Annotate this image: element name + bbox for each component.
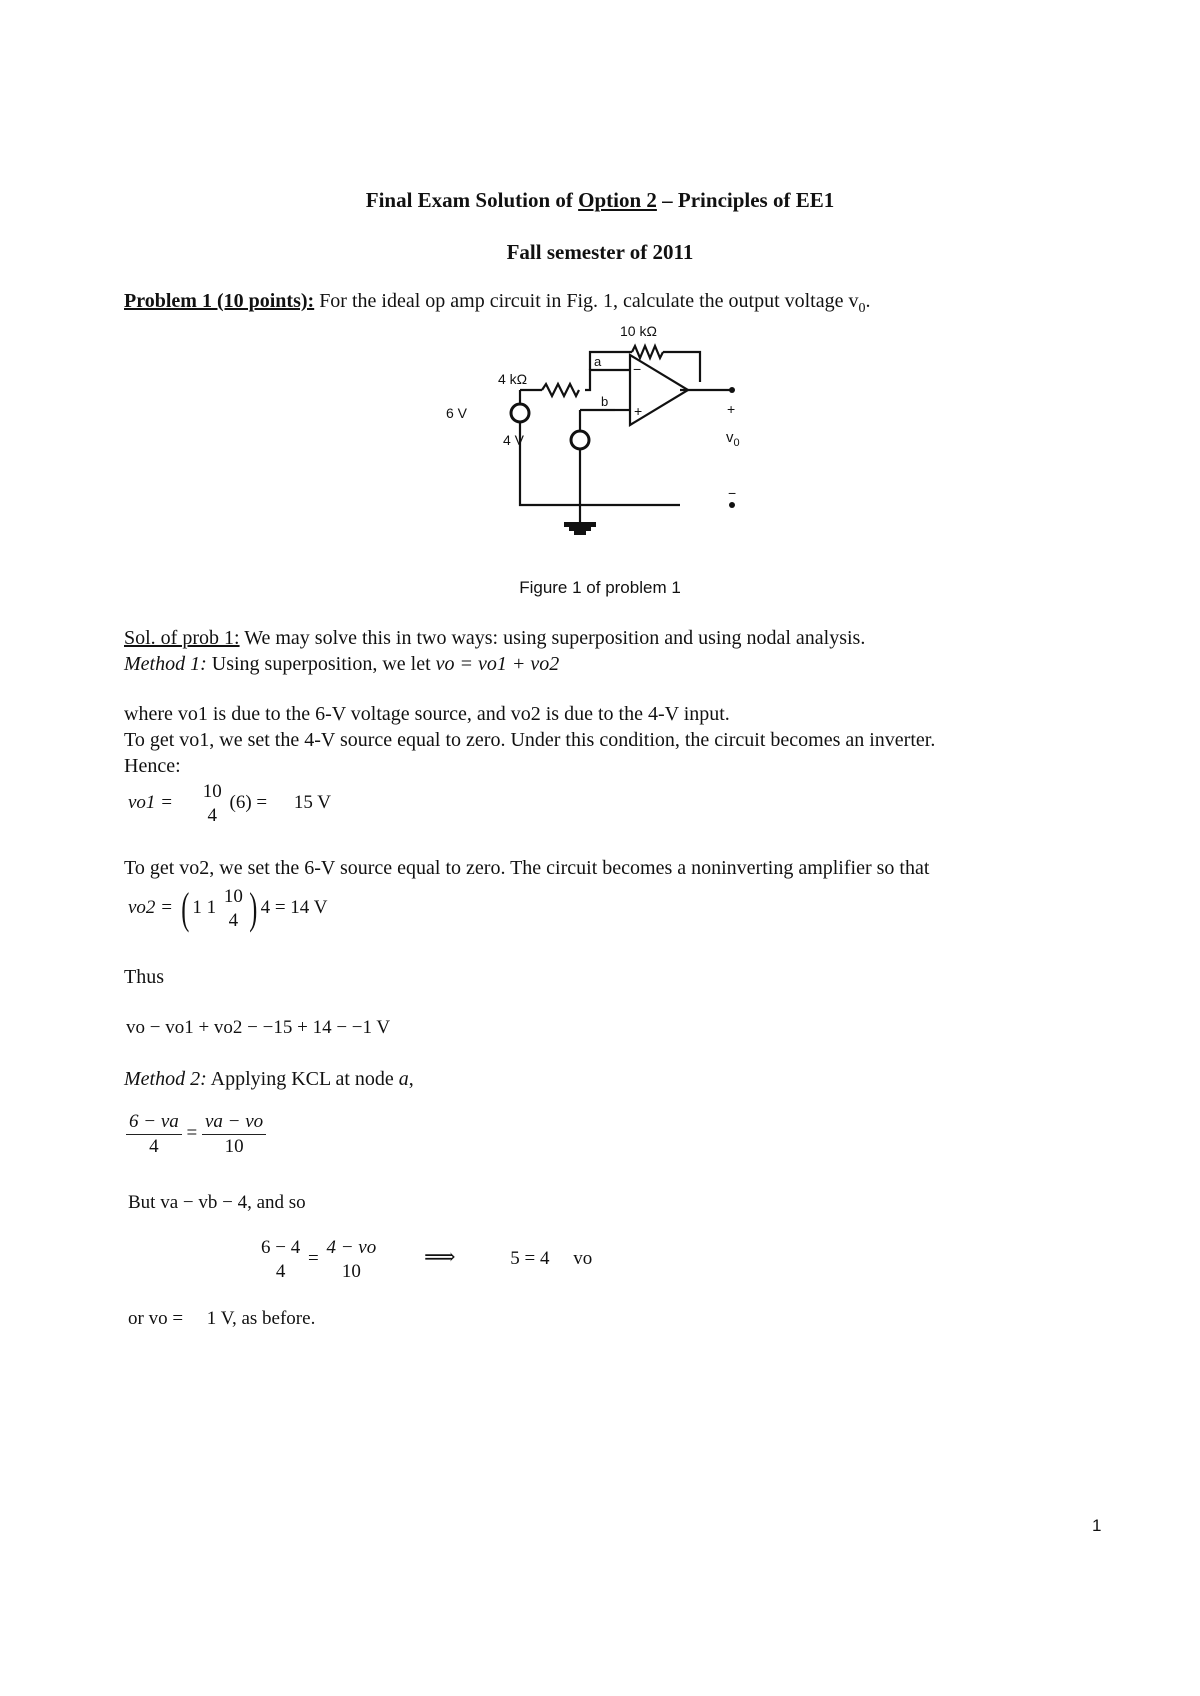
- kcl-num1: 6 − va: [126, 1110, 182, 1135]
- terminal-plus-dot: [729, 387, 735, 393]
- label-vout: $v_0$: [726, 429, 740, 449]
- implies-arrow: ⟹: [423, 1244, 456, 1270]
- ground-icon: [564, 522, 596, 535]
- s-rhs: 5 = 4 vo: [510, 1248, 593, 1270]
- equation-kcl: [126, 1110, 266, 1159]
- resistor-10k: [632, 346, 663, 358]
- method1-line: [124, 653, 559, 676]
- final-line: or vo = 1 V, as before.: [128, 1308, 316, 1329]
- wire-node-a: [585, 370, 600, 390]
- label-minus: −: [728, 485, 737, 501]
- eq2-num: 10: [223, 886, 243, 907]
- eq1-den: 4: [207, 804, 218, 826]
- title-part-b: – Principles of EE1: [656, 188, 835, 212]
- eq2-lhs: vo2 =: [128, 897, 174, 919]
- thus-line: Thus: [124, 966, 164, 988]
- label-plus: +: [727, 401, 736, 417]
- problem-text: For the ideal op amp circuit in Fig. 1, calculate the output voltage v: [314, 290, 859, 312]
- eq2-fraction: [221, 885, 246, 933]
- kcl-fraction-left: [126, 1110, 182, 1159]
- problem-end: .: [865, 290, 871, 312]
- resistor-4k: [542, 384, 579, 396]
- problem-sub: 0: [858, 301, 866, 316]
- s-num1: 6 − 4: [261, 1237, 301, 1258]
- method1-text: Using superposition, we let: [206, 653, 436, 675]
- s-num2: 4 − vo: [326, 1237, 377, 1258]
- where-line: where vo1 is due to the 6-V voltage source, and vo2 is due to the 4-V input.: [124, 703, 730, 725]
- kcl-eq: =: [186, 1122, 198, 1144]
- eq2-rhs: 4 = 14 V: [260, 897, 328, 919]
- method2-label: Method 2:: [124, 1068, 207, 1090]
- s-fraction-right: [323, 1236, 379, 1284]
- eq2-rparen: ): [249, 883, 258, 933]
- problem-label: Problem 1 (10 points):: [124, 290, 315, 312]
- problem-statement: [124, 290, 871, 317]
- s-fraction-left: [258, 1236, 303, 1284]
- label-node-a: a: [594, 354, 602, 369]
- label-4v: 4 V: [503, 432, 525, 448]
- label-10k-text: 10 kΩ: [620, 323, 657, 339]
- equation-vo1: [128, 780, 331, 828]
- eq2-den: 4: [228, 909, 239, 931]
- kcl-fraction-right: [202, 1110, 266, 1159]
- figure-caption: Figure 1 of problem 1: [519, 578, 681, 597]
- page-number: 1: [1092, 1516, 1102, 1535]
- terminal-minus-dot: [729, 502, 735, 508]
- kcl-num2: va − vo: [202, 1110, 266, 1135]
- eq1-mid: (6) =: [229, 792, 268, 814]
- title-option: Option 2: [578, 188, 657, 212]
- hence-line: Hence:: [124, 755, 181, 777]
- s-eq: =: [307, 1248, 319, 1270]
- method1-eq: vo = vo1 + vo2: [435, 653, 560, 675]
- sol-label: Sol. of prob 1:: [124, 627, 240, 649]
- but-line: But va − vb − 4, and so: [128, 1192, 306, 1213]
- s-den2: 10: [341, 1260, 361, 1282]
- source-6v-icon: [511, 404, 529, 422]
- source-4v-icon: [571, 431, 589, 449]
- eq1-fraction: [200, 780, 225, 828]
- label-node-b: b: [601, 394, 609, 409]
- title-part-a: Final Exam Solution of: [365, 188, 579, 212]
- eq2-lparen: (: [181, 883, 190, 933]
- label-4k-text: 4 kΩ: [498, 371, 528, 387]
- sol-intro: [124, 627, 865, 650]
- eq1-rhs: 15 V: [293, 792, 332, 814]
- method2-line: [124, 1068, 414, 1091]
- label-6v: 6 V: [446, 405, 468, 421]
- eq1-num: 10: [202, 781, 222, 802]
- kcl-den2: 10: [224, 1135, 244, 1157]
- eq2-in: 1 1: [192, 897, 217, 919]
- toget-vo2-line: To get vo2, we set the 6-V source equal to zero. The circuit becomes a noninverting amplifier so that: [124, 857, 930, 879]
- page-title: [0, 188, 1200, 213]
- kcl-den1: 4: [149, 1135, 159, 1157]
- method2-text: Applying KCL at node: [206, 1068, 399, 1090]
- label-opamp-minus: −: [633, 361, 642, 377]
- toget-vo1-line: To get vo1, we set the 4-V source equal to zero. Under this condition, the circuit becomes an inverter.: [124, 729, 936, 751]
- equation-vo-total: vo − vo1 + vo2 − −15 + 14 − −1 V: [126, 1017, 391, 1038]
- circuit-diagram: [446, 323, 770, 560]
- method2-end: ,: [408, 1068, 414, 1090]
- page-subtitle: Fall semester of 2011: [506, 240, 694, 264]
- method2-node: a: [398, 1068, 409, 1090]
- equation-substituted: [258, 1236, 592, 1284]
- label-opamp-plus: +: [634, 403, 643, 419]
- eq1-lhs: vo1 =: [128, 792, 174, 814]
- sol-text: We may solve this in two ways: using superposition and using nodal analysis.: [239, 627, 866, 649]
- equation-vo2: [128, 885, 327, 933]
- wire-bottom: [520, 422, 680, 505]
- method1-label: Method 1:: [124, 653, 207, 675]
- s-den1: 4: [275, 1260, 286, 1282]
